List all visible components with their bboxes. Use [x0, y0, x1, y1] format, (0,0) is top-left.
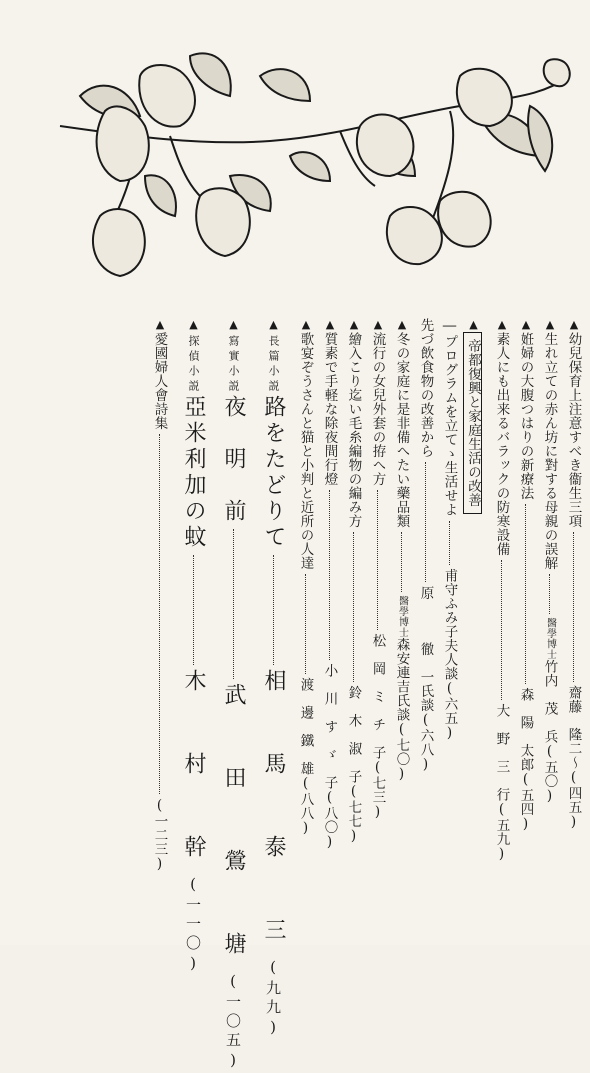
- leader-dots: [549, 574, 550, 614]
- leader-dots: [501, 560, 502, 700]
- toc-entry[interactable]: [518, 318, 532, 918]
- toc-entry-title: 歌宴ぞうさんと猫と小判と近所の人達: [297, 331, 314, 570]
- toc-entry-author: 鈴 木 淑 子: [345, 685, 362, 784]
- toc-entry-page: (八八): [297, 775, 314, 837]
- leader-dots: [159, 434, 160, 794]
- toc-entry-page: (五〇): [541, 743, 558, 805]
- toc-entry-author: 森 陽 太郎: [517, 687, 534, 772]
- toc-entry-page: (七〇): [393, 721, 410, 783]
- toc-entry-title: 質素で手軽な除夜間行燈: [321, 331, 338, 486]
- toc-entry-title: 生れ立ての赤ん坊に對する母親の誤解: [541, 331, 558, 570]
- bullet-triangle-icon: ▲: [395, 318, 409, 332]
- toc-entry[interactable]: [322, 318, 336, 918]
- toc-entry-author: 松 岡 ミ チ 子: [369, 633, 386, 760]
- toc-entry[interactable]: [566, 318, 580, 918]
- toc-entry[interactable]: [418, 318, 432, 918]
- toc-entry-author: 大 野 三 行: [493, 703, 510, 802]
- toc-entry-role: 醫學博士: [396, 595, 408, 638]
- toc-entry-author: 齋藤 隆: [565, 685, 582, 742]
- toc-entry-genre: 長篇小説: [267, 335, 280, 395]
- bullet-triangle-icon: ▲: [543, 318, 557, 332]
- toc-entry-page: (一二三): [151, 797, 168, 873]
- toc-entry-author: 木 村 幹: [181, 669, 206, 875]
- toc-entry[interactable]: [346, 318, 360, 918]
- toc-entry-page: (一〇五): [224, 972, 242, 1073]
- toc-entry-title: 先づ飲食物の改善から: [417, 318, 434, 458]
- toc-entry-author: 相 馬 泰 三: [261, 669, 286, 958]
- bullet-triangle-icon: ▲: [323, 318, 337, 332]
- leader-dots: [449, 521, 450, 565]
- bullet-triangle-icon: ▲: [153, 318, 167, 332]
- toc-entry-author: 渡 邊 鐵 雄: [297, 677, 314, 776]
- toc-entry-author: 甫守ふみ子夫人談: [441, 568, 458, 681]
- toc-entry-author: 森安連吉氏談: [393, 637, 410, 722]
- toc-entry-author: 原 徹 一氏談: [417, 586, 434, 712]
- toc-entry-page: (七七): [345, 783, 362, 845]
- toc-entry-title: 繪入こり迄い毛糸編物の編み方: [345, 331, 362, 528]
- toc-entry-title: 帝都復興と家庭生活の改善: [463, 332, 483, 514]
- bullet-triangle-icon: ▲: [371, 318, 385, 332]
- toc-entry-boxed[interactable]: [463, 318, 483, 918]
- toc-entry[interactable]: [542, 318, 556, 918]
- leader-dots: [329, 490, 330, 660]
- toc-entry[interactable]: [152, 318, 166, 918]
- toc-entry-title: 夜 明 前: [221, 395, 246, 525]
- toc-entry-page: (五四): [517, 771, 534, 833]
- bullet-triangle-icon: ▲: [267, 318, 280, 335]
- toc-entry-title: 幼兒保育上注意すべき衞生三項: [565, 331, 582, 528]
- toc-entry-author: 竹内 茂 兵: [541, 659, 558, 744]
- toc-entry-page: (六五): [441, 680, 458, 742]
- table-of-contents: [56, 318, 582, 1073]
- bullet-triangle-icon: ▲: [347, 318, 361, 332]
- toc-entry-title: 路をたどりて: [261, 395, 286, 551]
- bullet-triangle-icon: ▲: [495, 318, 509, 332]
- leader-dots: [193, 555, 194, 665]
- bullet-triangle-icon: ▲: [299, 318, 313, 332]
- toc-entry-page: (七三): [369, 759, 386, 821]
- toc-entry-novel[interactable]: [261, 318, 286, 1040]
- toc-entry-novel[interactable]: [181, 318, 206, 976]
- toc-entry-page: (一一〇): [184, 875, 202, 976]
- toc-entry-title: ―プログラムを立てゝ生活せよ: [441, 318, 458, 517]
- leader-dots: [273, 555, 274, 665]
- toc-entry-page: 二〜(四五): [565, 741, 582, 831]
- toc-entry-novel[interactable]: [221, 318, 246, 1073]
- leader-dots: [353, 532, 354, 682]
- bullet-triangle-icon: ▲: [567, 318, 581, 332]
- toc-entry-title: 愛國婦人會詩集: [151, 331, 168, 430]
- toc-entry-author: 武 田 鶯 塘: [221, 683, 246, 972]
- leader-dots: [425, 462, 426, 582]
- toc-entry-title: 姙婦の大腹つはりの新療法: [517, 331, 534, 500]
- toc-entry-genre: 寫實小説: [227, 335, 240, 395]
- leader-dots: [525, 504, 526, 684]
- leader-dots: [573, 532, 574, 682]
- leader-dots: [305, 574, 306, 674]
- fruit-branch-illustration: [40, 36, 580, 296]
- toc-entry-page: (八〇): [321, 789, 338, 851]
- toc-entry-page: (九九): [264, 958, 282, 1040]
- toc-entry-title: 流行の女兒外套の拵へ方: [369, 331, 386, 486]
- leader-dots: [233, 529, 234, 679]
- toc-entry-role: 醫學博士: [544, 617, 556, 660]
- toc-entry[interactable]: [494, 318, 508, 918]
- toc-entry-author: 小 川 す ゞ 子: [321, 663, 338, 790]
- bullet-triangle-icon: ▲: [519, 318, 533, 332]
- bullet-triangle-icon: ▲: [467, 318, 480, 332]
- toc-entry[interactable]: [298, 318, 312, 918]
- toc-entry-genre: 探偵小説: [187, 335, 200, 395]
- toc-entry-title: 亞米利加の蚊: [181, 395, 206, 551]
- leader-dots: [401, 532, 402, 592]
- toc-entry[interactable]: [394, 318, 408, 918]
- toc-entry[interactable]: [442, 318, 456, 918]
- toc-entry-title: 冬の家庭に是非備へたい藥品類: [393, 331, 410, 528]
- toc-entry[interactable]: [370, 318, 384, 918]
- toc-entry-page: (六八): [417, 712, 434, 773]
- leader-dots: [377, 490, 378, 630]
- toc-entry-page: (五九): [493, 801, 510, 863]
- bullet-triangle-icon: ▲: [227, 318, 240, 335]
- bullet-triangle-icon: ▲: [187, 318, 200, 335]
- toc-entry-title: 素人にも出来るバラックの防寒設備: [493, 331, 510, 556]
